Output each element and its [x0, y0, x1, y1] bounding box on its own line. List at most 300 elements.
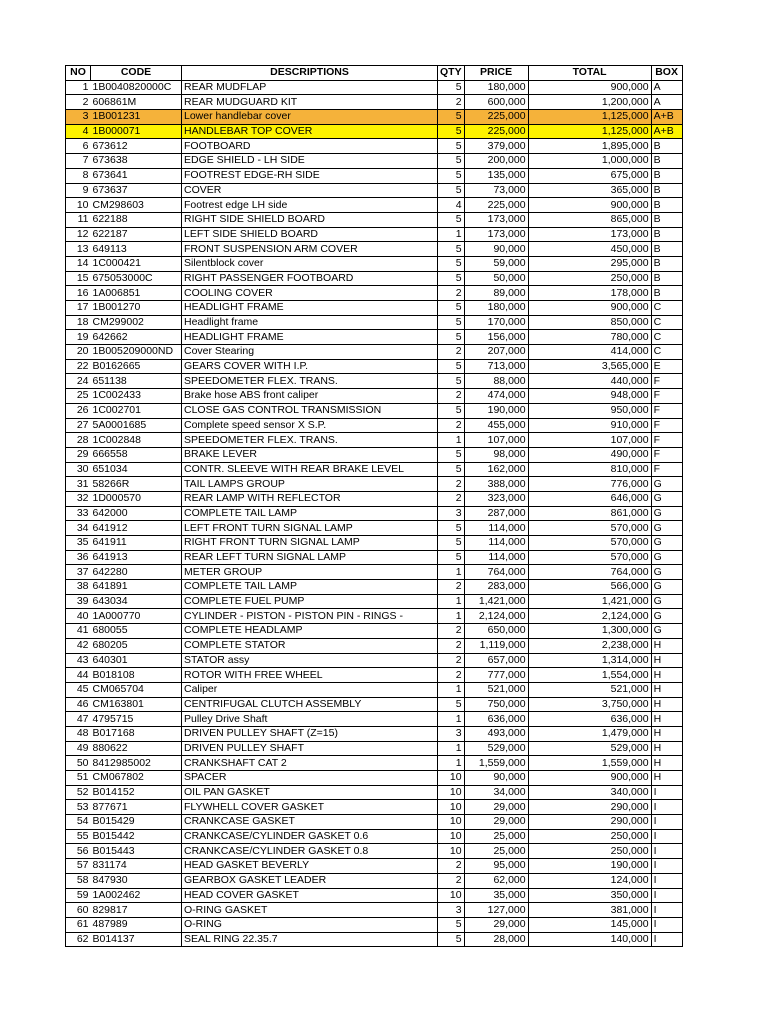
cell-description: COMPLETE HEADLAMP [182, 624, 438, 639]
cell-total: 810,000 [528, 462, 651, 477]
table-row [66, 198, 683, 213]
table-row [66, 95, 683, 110]
cell-description: CRANKSHAFT CAT 2 [182, 756, 438, 771]
cell-box: H [651, 741, 682, 756]
cell-no: 62 [66, 932, 91, 947]
cell-code: 1B005209000ND [91, 345, 182, 360]
cell-description: RIGHT FRONT TURN SIGNAL LAMP [182, 536, 438, 551]
cell-no: 15 [66, 271, 91, 286]
cell-box: C [651, 301, 682, 316]
table-row [66, 741, 683, 756]
cell-code: B015429 [91, 815, 182, 830]
cell-description: FLYWHELL COVER GASKET [182, 800, 438, 815]
cell-no: 4 [66, 124, 91, 139]
cell-price: 379,000 [464, 139, 528, 154]
cell-code: B015442 [91, 829, 182, 844]
header-total: TOTAL [528, 66, 651, 81]
cell-no: 50 [66, 756, 91, 771]
table-row [66, 183, 683, 198]
cell-no: 54 [66, 815, 91, 830]
cell-qty: 5 [438, 168, 465, 183]
cell-qty: 2 [438, 491, 465, 506]
cell-description: RIGHT PASSENGER FOOTBOARD [182, 271, 438, 286]
cell-box: C [651, 330, 682, 345]
cell-qty: 5 [438, 359, 465, 374]
cell-qty: 2 [438, 668, 465, 683]
cell-no: 1 [66, 80, 91, 95]
table-row [66, 609, 683, 624]
cell-total: 2,238,000 [528, 638, 651, 653]
table-row [66, 212, 683, 227]
cell-price: 200,000 [464, 154, 528, 169]
cell-total: 529,000 [528, 741, 651, 756]
cell-qty: 5 [438, 124, 465, 139]
cell-qty: 2 [438, 580, 465, 595]
cell-code: 487989 [91, 917, 182, 932]
cell-total: 861,000 [528, 506, 651, 521]
cell-description: CENTRIFUGAL CLUTCH ASSEMBLY [182, 697, 438, 712]
cell-total: 850,000 [528, 315, 651, 330]
table-row [66, 301, 683, 316]
cell-code: 829817 [91, 903, 182, 918]
cell-box: F [651, 389, 682, 404]
cell-qty: 5 [438, 550, 465, 565]
cell-box: B [651, 212, 682, 227]
table-row [66, 227, 683, 242]
cell-total: 3,750,000 [528, 697, 651, 712]
cell-box: F [651, 374, 682, 389]
cell-box: G [651, 506, 682, 521]
table-row [66, 726, 683, 741]
cell-price: 135,000 [464, 168, 528, 183]
cell-qty: 10 [438, 815, 465, 830]
cell-total: 865,000 [528, 212, 651, 227]
cell-total: 2,124,000 [528, 609, 651, 624]
cell-qty: 1 [438, 227, 465, 242]
cell-description: Lower handlebar cover [182, 110, 438, 125]
cell-box: I [651, 785, 682, 800]
header-box: BOX [651, 66, 682, 81]
cell-qty: 2 [438, 286, 465, 301]
cell-total: 290,000 [528, 800, 651, 815]
cell-total: 948,000 [528, 389, 651, 404]
cell-box: H [651, 638, 682, 653]
cell-box: B [651, 227, 682, 242]
cell-code: 1B0040820000C [91, 80, 182, 95]
cell-box: G [651, 624, 682, 639]
cell-price: 388,000 [464, 477, 528, 492]
cell-no: 16 [66, 286, 91, 301]
cell-price: 90,000 [464, 242, 528, 257]
table-row [66, 932, 683, 947]
cell-no: 9 [66, 183, 91, 198]
cell-code: 1C000421 [91, 256, 182, 271]
cell-no: 26 [66, 403, 91, 418]
cell-total: 440,000 [528, 374, 651, 389]
table-row [66, 477, 683, 492]
cell-total: 1,125,000 [528, 124, 651, 139]
cell-no: 18 [66, 315, 91, 330]
cell-no: 17 [66, 301, 91, 316]
cell-box: A [651, 80, 682, 95]
cell-price: 173,000 [464, 227, 528, 242]
cell-description: CRANKCASE/CYLINDER GASKET 0.8 [182, 844, 438, 859]
table-row [66, 110, 683, 125]
cell-box: H [651, 653, 682, 668]
cell-total: 490,000 [528, 447, 651, 462]
table-row [66, 785, 683, 800]
cell-price: 89,000 [464, 286, 528, 301]
header-no: NO [66, 66, 91, 81]
cell-price: 170,000 [464, 315, 528, 330]
cell-description: COOLING COVER [182, 286, 438, 301]
table-row [66, 447, 683, 462]
cell-no: 46 [66, 697, 91, 712]
cell-total: 365,000 [528, 183, 651, 198]
table-row [66, 594, 683, 609]
cell-code: 640301 [91, 653, 182, 668]
cell-code: 847930 [91, 873, 182, 888]
cell-total: 190,000 [528, 859, 651, 874]
cell-total: 145,000 [528, 917, 651, 932]
cell-no: 19 [66, 330, 91, 345]
cell-box: G [651, 594, 682, 609]
cell-price: 180,000 [464, 301, 528, 316]
cell-box: F [651, 418, 682, 433]
cell-qty: 5 [438, 697, 465, 712]
cell-no: 6 [66, 139, 91, 154]
cell-code: CM298603 [91, 198, 182, 213]
cell-no: 34 [66, 521, 91, 536]
cell-qty: 1 [438, 712, 465, 727]
cell-qty: 10 [438, 844, 465, 859]
table-row [66, 873, 683, 888]
cell-price: 1,559,000 [464, 756, 528, 771]
cell-no: 32 [66, 491, 91, 506]
cell-no: 58 [66, 873, 91, 888]
cell-price: 529,000 [464, 741, 528, 756]
cell-box: F [651, 462, 682, 477]
cell-no: 29 [66, 447, 91, 462]
cell-box: B [651, 198, 682, 213]
cell-description: HEADLIGHT FRAME [182, 301, 438, 316]
cell-qty: 10 [438, 771, 465, 786]
cell-box: I [651, 829, 682, 844]
table-row [66, 330, 683, 345]
cell-no: 40 [66, 609, 91, 624]
cell-no: 20 [66, 345, 91, 360]
cell-no: 59 [66, 888, 91, 903]
cell-qty: 5 [438, 447, 465, 462]
cell-box: F [651, 447, 682, 462]
cell-price: 98,000 [464, 447, 528, 462]
cell-price: 25,000 [464, 829, 528, 844]
cell-total: 646,000 [528, 491, 651, 506]
cell-no: 37 [66, 565, 91, 580]
cell-description: SEAL RING 22.35.7 [182, 932, 438, 947]
cell-description: DRIVEN PULLEY SHAFT (Z=15) [182, 726, 438, 741]
cell-total: 1,479,000 [528, 726, 651, 741]
cell-box: A+B [651, 110, 682, 125]
cell-total: 381,000 [528, 903, 651, 918]
cell-code: 880622 [91, 741, 182, 756]
cell-box: B [651, 271, 682, 286]
cell-price: 764,000 [464, 565, 528, 580]
cell-no: 28 [66, 433, 91, 448]
cell-total: 350,000 [528, 888, 651, 903]
cell-description: Pulley Drive Shaft [182, 712, 438, 727]
cell-no: 13 [66, 242, 91, 257]
table-row [66, 624, 683, 639]
cell-code: B0162665 [91, 359, 182, 374]
cell-description: CRANKCASE/CYLINDER GASKET 0.6 [182, 829, 438, 844]
cell-code: CM163801 [91, 697, 182, 712]
cell-qty: 2 [438, 389, 465, 404]
cell-qty: 2 [438, 418, 465, 433]
cell-no: 7 [66, 154, 91, 169]
table-row [66, 154, 683, 169]
cell-code: 680055 [91, 624, 182, 639]
cell-price: 127,000 [464, 903, 528, 918]
cell-description: SPEEDOMETER FLEX. TRANS. [182, 374, 438, 389]
table-row [66, 345, 683, 360]
cell-qty: 1 [438, 565, 465, 580]
cell-code: 1A006851 [91, 286, 182, 301]
cell-box: I [651, 903, 682, 918]
cell-box: G [651, 491, 682, 506]
cell-box: C [651, 345, 682, 360]
cell-no: 44 [66, 668, 91, 683]
cell-code: 1C002433 [91, 389, 182, 404]
cell-code: 8412985002 [91, 756, 182, 771]
cell-qty: 10 [438, 829, 465, 844]
table-row [66, 124, 683, 139]
cell-box: G [651, 609, 682, 624]
cell-price: 28,000 [464, 932, 528, 947]
cell-price: 287,000 [464, 506, 528, 521]
cell-total: 910,000 [528, 418, 651, 433]
cell-price: 777,000 [464, 668, 528, 683]
cell-description: RIGHT SIDE SHIELD BOARD [182, 212, 438, 227]
table-row [66, 418, 683, 433]
cell-description: TAIL LAMPS GROUP [182, 477, 438, 492]
cell-no: 51 [66, 771, 91, 786]
cell-total: 3,565,000 [528, 359, 651, 374]
table-row [66, 668, 683, 683]
table-row [66, 286, 683, 301]
cell-price: 114,000 [464, 550, 528, 565]
table-row [66, 139, 683, 154]
cell-box: B [651, 139, 682, 154]
cell-qty: 5 [438, 110, 465, 125]
cell-no: 41 [66, 624, 91, 639]
cell-box: G [651, 521, 682, 536]
cell-total: 250,000 [528, 844, 651, 859]
cell-code: 651034 [91, 462, 182, 477]
cell-description: REAR MUDFLAP [182, 80, 438, 95]
cell-price: 750,000 [464, 697, 528, 712]
cell-box: F [651, 403, 682, 418]
cell-no: 27 [66, 418, 91, 433]
cell-box: I [651, 917, 682, 932]
cell-total: 124,000 [528, 873, 651, 888]
cell-code: B018108 [91, 668, 182, 683]
cell-no: 42 [66, 638, 91, 653]
table-row [66, 403, 683, 418]
cell-price: 114,000 [464, 536, 528, 551]
cell-price: 474,000 [464, 389, 528, 404]
cell-description: CLOSE GAS CONTROL TRANSMISSION [182, 403, 438, 418]
cell-qty: 10 [438, 800, 465, 815]
cell-code: CM299002 [91, 315, 182, 330]
header-price: PRICE [464, 66, 528, 81]
cell-no: 30 [66, 462, 91, 477]
cell-no: 61 [66, 917, 91, 932]
cell-no: 3 [66, 110, 91, 125]
cell-code: 1B001231 [91, 110, 182, 125]
table-row [66, 462, 683, 477]
table-row [66, 80, 683, 95]
header-row [66, 66, 683, 81]
cell-box: H [651, 668, 682, 683]
table-row [66, 168, 683, 183]
cell-qty: 2 [438, 624, 465, 639]
cell-no: 36 [66, 550, 91, 565]
cell-price: 713,000 [464, 359, 528, 374]
cell-qty: 2 [438, 859, 465, 874]
cell-no: 53 [66, 800, 91, 815]
cell-qty: 10 [438, 888, 465, 903]
table-body [66, 80, 683, 947]
cell-total: 764,000 [528, 565, 651, 580]
cell-total: 675,000 [528, 168, 651, 183]
header-descriptions: DESCRIPTIONS [182, 66, 438, 81]
cell-code: 641913 [91, 550, 182, 565]
cell-description: Cover Stearing [182, 345, 438, 360]
cell-description: SPEEDOMETER FLEX. TRANS. [182, 433, 438, 448]
header-qty: QTY [438, 66, 465, 81]
cell-code: 1C002701 [91, 403, 182, 418]
cell-box: A [651, 95, 682, 110]
cell-no: 56 [66, 844, 91, 859]
cell-qty: 5 [438, 301, 465, 316]
cell-total: 1,200,000 [528, 95, 651, 110]
cell-code: 673641 [91, 168, 182, 183]
cell-total: 250,000 [528, 271, 651, 286]
cell-qty: 2 [438, 873, 465, 888]
cell-box: I [651, 844, 682, 859]
cell-description: Silentblock cover [182, 256, 438, 271]
cell-no: 43 [66, 653, 91, 668]
cell-description: Brake hose ABS front caliper [182, 389, 438, 404]
table-row [66, 771, 683, 786]
cell-price: 114,000 [464, 521, 528, 536]
cell-box: I [651, 932, 682, 947]
cell-qty: 5 [438, 242, 465, 257]
header-code: CODE [91, 66, 182, 81]
cell-qty: 1 [438, 756, 465, 771]
cell-box: B [651, 154, 682, 169]
cell-total: 107,000 [528, 433, 651, 448]
cell-code: 680205 [91, 638, 182, 653]
cell-description: HANDLEBAR TOP COVER [182, 124, 438, 139]
cell-qty: 5 [438, 521, 465, 536]
cell-no: 38 [66, 580, 91, 595]
table-row [66, 800, 683, 815]
cell-description: CYLINDER - PISTON - PISTON PIN - RINGS - [182, 609, 438, 624]
cell-price: 2,124,000 [464, 609, 528, 624]
cell-box: H [651, 771, 682, 786]
table-row [66, 712, 683, 727]
cell-description: O-RING [182, 917, 438, 932]
cell-description: GEARS COVER WITH I.P. [182, 359, 438, 374]
cell-qty: 5 [438, 256, 465, 271]
cell-price: 650,000 [464, 624, 528, 639]
cell-description: HEADLIGHT FRAME [182, 330, 438, 345]
cell-total: 450,000 [528, 242, 651, 257]
table-row [66, 682, 683, 697]
cell-box: I [651, 815, 682, 830]
cell-description: DRIVEN PULLEY SHAFT [182, 741, 438, 756]
cell-description: LEFT FRONT TURN SIGNAL LAMP [182, 521, 438, 536]
cell-price: 25,000 [464, 844, 528, 859]
table-row [66, 859, 683, 874]
cell-box: G [651, 565, 682, 580]
cell-qty: 5 [438, 374, 465, 389]
cell-total: 140,000 [528, 932, 651, 947]
cell-code: 1B000071 [91, 124, 182, 139]
table-row [66, 242, 683, 257]
cell-box: G [651, 477, 682, 492]
cell-total: 178,000 [528, 286, 651, 301]
cell-price: 173,000 [464, 212, 528, 227]
cell-total: 780,000 [528, 330, 651, 345]
cell-code: 643034 [91, 594, 182, 609]
cell-no: 25 [66, 389, 91, 404]
table-row [66, 433, 683, 448]
cell-no: 10 [66, 198, 91, 213]
cell-box: H [651, 712, 682, 727]
cell-price: 190,000 [464, 403, 528, 418]
cell-no: 22 [66, 359, 91, 374]
cell-code: 1A000770 [91, 609, 182, 624]
cell-description: STATOR assy [182, 653, 438, 668]
table-row [66, 256, 683, 271]
cell-box: B [651, 256, 682, 271]
cell-price: 283,000 [464, 580, 528, 595]
cell-code: CM067802 [91, 771, 182, 786]
cell-qty: 2 [438, 345, 465, 360]
cell-price: 50,000 [464, 271, 528, 286]
cell-no: 31 [66, 477, 91, 492]
cell-qty: 1 [438, 594, 465, 609]
cell-qty: 5 [438, 183, 465, 198]
cell-qty: 5 [438, 212, 465, 227]
cell-total: 1,000,000 [528, 154, 651, 169]
cell-box: B [651, 168, 682, 183]
cell-total: 1,314,000 [528, 653, 651, 668]
cell-qty: 5 [438, 139, 465, 154]
cell-no: 60 [66, 903, 91, 918]
table-row [66, 580, 683, 595]
cell-qty: 5 [438, 932, 465, 947]
cell-no: 49 [66, 741, 91, 756]
cell-description: BRAKE LEVER [182, 447, 438, 462]
cell-qty: 1 [438, 609, 465, 624]
cell-box: H [651, 756, 682, 771]
table-row [66, 271, 683, 286]
cell-description: CONTR. SLEEVE WITH REAR BRAKE LEVEL [182, 462, 438, 477]
